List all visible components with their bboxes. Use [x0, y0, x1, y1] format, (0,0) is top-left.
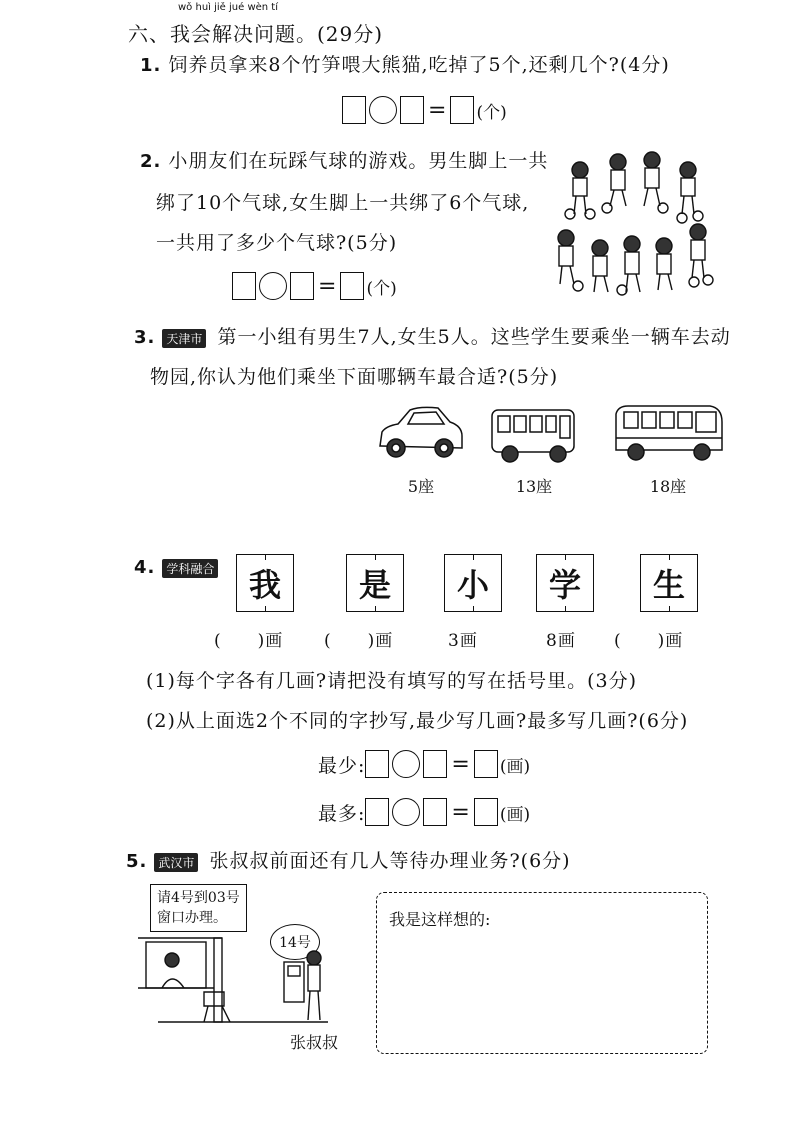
announcement-bubble: 请4号到03号 窗口办理。 [150, 884, 247, 932]
question-2-line1 [140, 146, 548, 173]
operator-circle[interactable] [259, 272, 287, 300]
answer-formula-1 [342, 96, 507, 124]
answer-box[interactable] [400, 96, 424, 124]
subject-tag: 学科融合 [162, 559, 218, 578]
answer-box[interactable] [232, 272, 256, 300]
sub-question-1: (1)每个字各有几画?请把没有填写的写在括号里。(3分) [146, 670, 638, 692]
operator-circle[interactable] [369, 96, 397, 124]
answer-formula-min [318, 750, 530, 778]
question-2-line3: 一共用了多少个气球?(5分) [156, 232, 398, 254]
answer-box[interactable] [290, 272, 314, 300]
answer-box[interactable] [474, 798, 498, 826]
child-figure [592, 240, 608, 292]
vehicle-label: 18座 [649, 477, 687, 496]
stroke-count-blank[interactable]: ( )画 [614, 631, 684, 651]
equals-sign: = [451, 751, 470, 777]
question-1 [140, 50, 670, 77]
unit-label: (画) [499, 804, 531, 825]
bank-counter-illustration [138, 932, 338, 1032]
sub-question-2: (2)从上面选2个不同的字抄写,最少写几画?最多写几画?(6分) [146, 710, 689, 732]
answer-box[interactable] [365, 750, 389, 778]
bus-icon [610, 400, 726, 466]
question-text: 张叔叔前面还有几人等待办理业务?(6分) [209, 850, 571, 872]
region-tag: 武汉市 [154, 853, 198, 872]
answer-box[interactable] [340, 272, 364, 300]
question-text: 第一小组有男生7人,女生5人。这些学生要乘坐一辆车去动 [217, 326, 731, 348]
child-figure [644, 152, 668, 213]
answer-box[interactable] [423, 798, 447, 826]
equals-sign: = [318, 273, 337, 299]
question-text: 小朋友们在玩踩气球的游戏。男生脚上一共 [168, 150, 549, 172]
question-4-header [134, 556, 222, 578]
equals-sign: = [428, 97, 447, 123]
question-number: 4. [134, 557, 156, 578]
answer-box[interactable] [365, 798, 389, 826]
vehicle-label: 13座 [515, 477, 553, 496]
answer-reasoning-box[interactable] [376, 892, 708, 1054]
answer-box[interactable] [342, 96, 366, 124]
unit-label: (个) [476, 102, 507, 123]
character-box: 我 [236, 554, 294, 612]
child-figure [565, 162, 595, 219]
answer-formula-max [318, 798, 530, 826]
car-icon [376, 402, 466, 466]
character-box: 是 [346, 554, 404, 612]
stroke-count-blank[interactable]: ( )画 [324, 631, 394, 651]
ticket-number-bubble: 14号 [270, 924, 320, 960]
section-pinyin: wǒ huì jiě jué wèn tí [178, 2, 278, 13]
minibus-icon [488, 404, 580, 466]
character-box: 生 [640, 554, 698, 612]
character-box: 小 [444, 554, 502, 612]
child-figure [602, 154, 626, 213]
stroke-count: 3画 [448, 631, 478, 651]
question-3-line2: 物园,你认为他们乘坐下面哪辆车最合适?(5分) [150, 366, 559, 388]
child-figure [656, 238, 672, 290]
answer-box[interactable] [450, 96, 474, 124]
min-label: 最少: [318, 754, 366, 777]
question-number: 1. [140, 55, 162, 76]
operator-circle[interactable] [392, 798, 420, 826]
child-figure [677, 162, 703, 223]
max-label: 最多: [318, 802, 366, 825]
section-title: 六、我会解决问题。(29分) [128, 22, 384, 46]
answer-box[interactable] [474, 750, 498, 778]
character-box: 学 [536, 554, 594, 612]
question-2-line2: 绑了10个气球,女生脚上一共绑了6个气球, [156, 192, 530, 214]
unit-label: (画) [499, 756, 531, 777]
unit-label: (个) [366, 278, 397, 299]
operator-circle[interactable] [392, 750, 420, 778]
region-tag: 天津市 [162, 329, 206, 348]
question-number: 2. [140, 151, 162, 172]
question-5 [126, 846, 571, 873]
child-figure [558, 230, 583, 291]
person-name-label: 张叔叔 [290, 1033, 339, 1052]
question-3-line1 [134, 322, 731, 349]
answer-box[interactable] [423, 750, 447, 778]
question-number: 5. [126, 851, 148, 872]
vehicle-label: 5座 [407, 477, 435, 496]
child-figure [617, 236, 640, 295]
children-balloon-game-illustration [552, 148, 718, 298]
stroke-count-blank[interactable]: ( )画 [214, 631, 284, 651]
question-text: 饲养员拿来8个竹笋喂大熊猫,吃掉了5个,还剩几个?(4分) [168, 54, 670, 76]
stroke-count: 8画 [546, 631, 576, 651]
question-number: 3. [134, 327, 156, 348]
reasoning-label: 我是这样想的: [389, 910, 491, 929]
child-figure [689, 224, 713, 287]
answer-formula-2 [232, 272, 397, 300]
equals-sign: = [451, 799, 470, 825]
